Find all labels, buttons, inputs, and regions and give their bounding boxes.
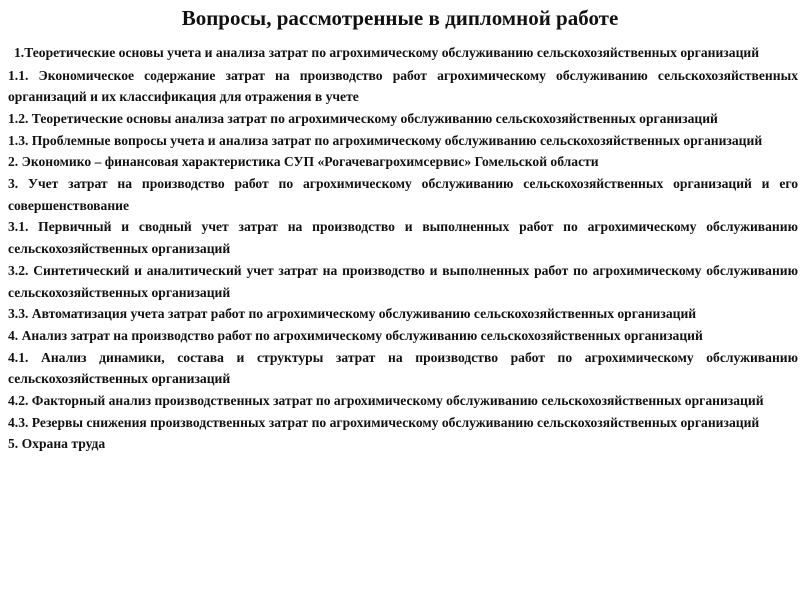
contents-item: 4. Анализ затрат на производство работ по агрохимическому обслуживанию сельскохозяйственных организаций bbox=[8, 327, 703, 343]
contents-item: 3.3. Автоматизация учета затрат работ по агрохимическому обслуживанию сельскохозяйственных организаций bbox=[8, 306, 697, 322]
contents-item: 3.1. Первичный и сводный учет затрат на производство и выполненных работ по агрохимическому обслуживанию сельскохозяйственных организаций bbox=[8, 219, 798, 257]
contents-item: 4.2. Факторный анализ производственных затрат по агрохимическому обслуживанию сельскохозяйственных организаций bbox=[8, 393, 764, 409]
contents-item: 3.2. Синтетический и аналитический учет затрат на производство и выполненных работ по агрохимическому обслуживанию сельскохозяйственных организаций bbox=[8, 262, 798, 300]
thesis-contents-list bbox=[8, 42, 798, 455]
contents-item: 1.2. Теоретические основы анализа затрат по агрохимическому обслуживанию сельскохозяйственных организаций bbox=[8, 110, 718, 126]
contents-item: 3. Учет затрат на производство работ по агрохимическому обслуживанию сельскохозяйственных организаций и его совершенствование bbox=[8, 176, 798, 213]
contents-item: 5. Охрана труда bbox=[8, 436, 106, 452]
slide-title: Вопросы, рассмотренные в дипломной работе bbox=[181, 6, 619, 30]
contents-item: 1.Теоретические основы учета и анализа затрат по агрохимическому обслуживанию сельскохозяйственных организаций bbox=[14, 45, 760, 60]
contents-item: 1.1. Экономическое содержание затрат на производство работ агрохимическому обслуживанию сельскохозяйственных организаций и их классификация для отражения в учете bbox=[8, 67, 798, 105]
contents-item: 4.1. Анализ динамики, состава и структуры затрат на производство работ по агрохимическому обслуживанию сельскохозяйственных организаций bbox=[8, 349, 798, 387]
contents-item: 1.3. Проблемные вопросы учета и анализа затрат по агрохимическому обслуживанию сельскохозяйственных организаций bbox=[8, 132, 763, 148]
contents-item: 4.3. Резервы снижения производственных затрат по агрохимическому обслуживанию сельскохозяйственных организаций bbox=[8, 414, 760, 430]
contents-item: 2. Экономико – финансовая характеристика СУП «Рогачевагрохимсервис» Гомельской области bbox=[8, 154, 599, 170]
